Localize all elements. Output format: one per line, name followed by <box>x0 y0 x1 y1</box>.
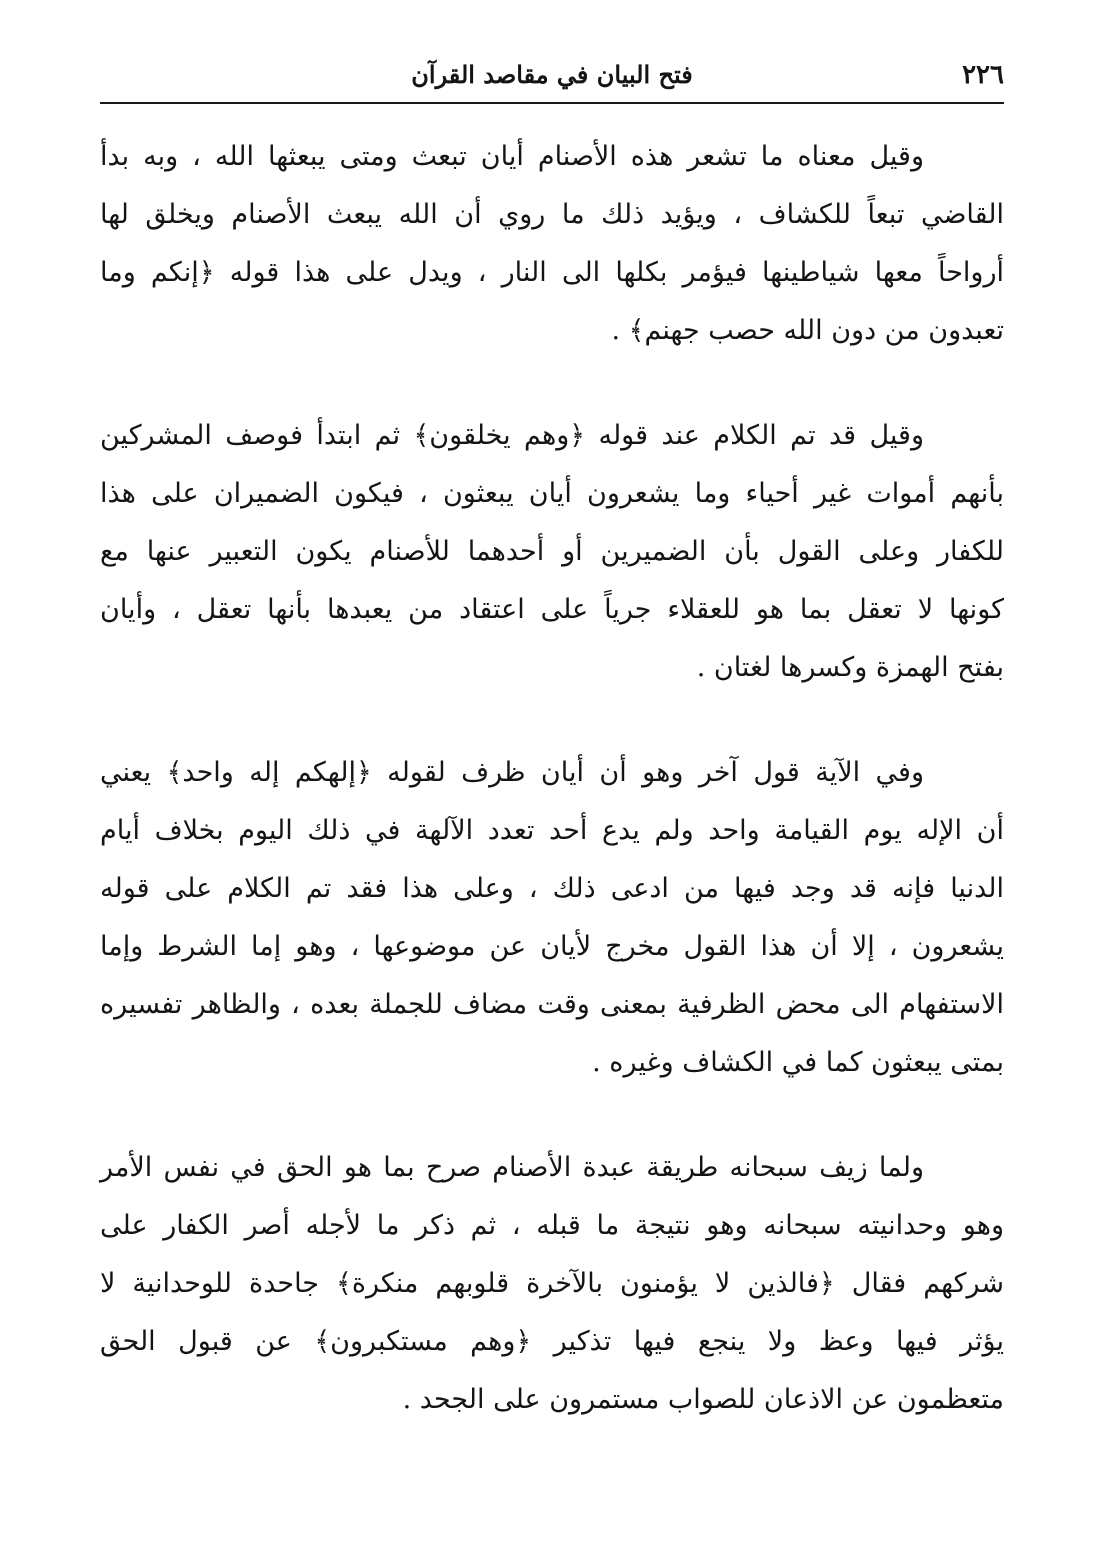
text-line: وهو وحدانيته سبحانه وهو نتيجة ما قبله ، ثم ذكر ما لأجله أصر الكفار على <box>100 1210 1004 1241</box>
text-line: يشعرون ، إلا أن هذا القول مخرج لأيان عن موضوعها ، وهو إما الشرط وإما <box>100 931 1004 962</box>
paragraph <box>100 744 1004 1092</box>
text-line: أرواحاً معها شياطينها فيؤمر بكلها الى النار ، ويدل على هذا قوله ﴿إنكم وما <box>100 257 1004 288</box>
text-line: بأنهم أموات غير أحياء وما يشعرون أيان يبعثون ، فيكون الضميران على هذا <box>100 478 1004 509</box>
text-line: بفتح الهمزة وكسرها لغتان . <box>696 652 1004 683</box>
text-line: متعظمون عن الاذعان للصواب مستمرون على الجحد . <box>402 1384 1004 1415</box>
text-line: للكفار وعلى القول بأن الضميرين أو أحدهما للأصنام يكون التعبير عنها مع <box>100 536 1004 567</box>
text-line: يؤثر فيها وعظ ولا ينجع فيها تذكير ﴿وهم مستكبرون﴾ عن قبول الحق <box>100 1326 1004 1357</box>
text-line: تعبدون من دون الله حصب جهنم﴾ . <box>611 315 1004 346</box>
paragraph <box>100 407 1004 697</box>
text-line: وفي الآية قول آخر وهو أن أيان ظرف لقوله ﴿إلهكم إله واحد﴾ يعني <box>100 757 924 788</box>
running-title: فتح البيان في مقاصد القرآن <box>411 60 693 89</box>
text-line: شركهم فقال ﴿فالذين لا يؤمنون بالآخرة قلوبهم منكرة﴾ جاحدة للوحدانية لا <box>100 1268 1004 1299</box>
page-number: ٢٢٦ <box>962 60 1004 90</box>
text-line: وقيل معناه ما تشعر هذه الأصنام أيان تبعث ومتى يبعثها الله ، وبه بدأ <box>100 141 924 172</box>
paragraph <box>100 128 1004 360</box>
text-line: القاضي تبعاً للكشاف ، ويؤيد ذلك ما روي أن الله يبعث الأصنام ويخلق لها <box>100 199 1004 230</box>
page-header <box>100 58 1004 104</box>
text-line: كونها لا تعقل بما هو للعقلاء جرياً على اعتقاد من يعبدها بأنها تعقل ، وأيان <box>100 594 1004 625</box>
text-line: أن الإله يوم القيامة واحد ولم يدع أحد تعدد الآلهة في ذلك اليوم بخلاف أيام <box>100 815 1004 846</box>
text-line: ولما زيف سبحانه طريقة عبدة الأصنام صرح بما هو الحق في نفس الأمر <box>100 1152 924 1183</box>
text-line: الدنيا فإنه قد وجد فيها من ادعى ذلك ، وعلى هذا فقد تم الكلام على قوله <box>100 873 1004 904</box>
body-text <box>100 128 1004 1429</box>
text-line: بمتى يبعثون كما في الكشاف وغيره . <box>592 1047 1004 1078</box>
text-line: الاستفهام الى محض الظرفية بمعنى وقت مضاف للجملة بعده ، والظاهر تفسيره <box>100 989 1004 1020</box>
text-line: وقيل قد تم الكلام عند قوله ﴿وهم يخلقون﴾ ثم ابتدأ فوصف المشركين <box>100 420 924 451</box>
paragraph <box>100 1139 1004 1429</box>
